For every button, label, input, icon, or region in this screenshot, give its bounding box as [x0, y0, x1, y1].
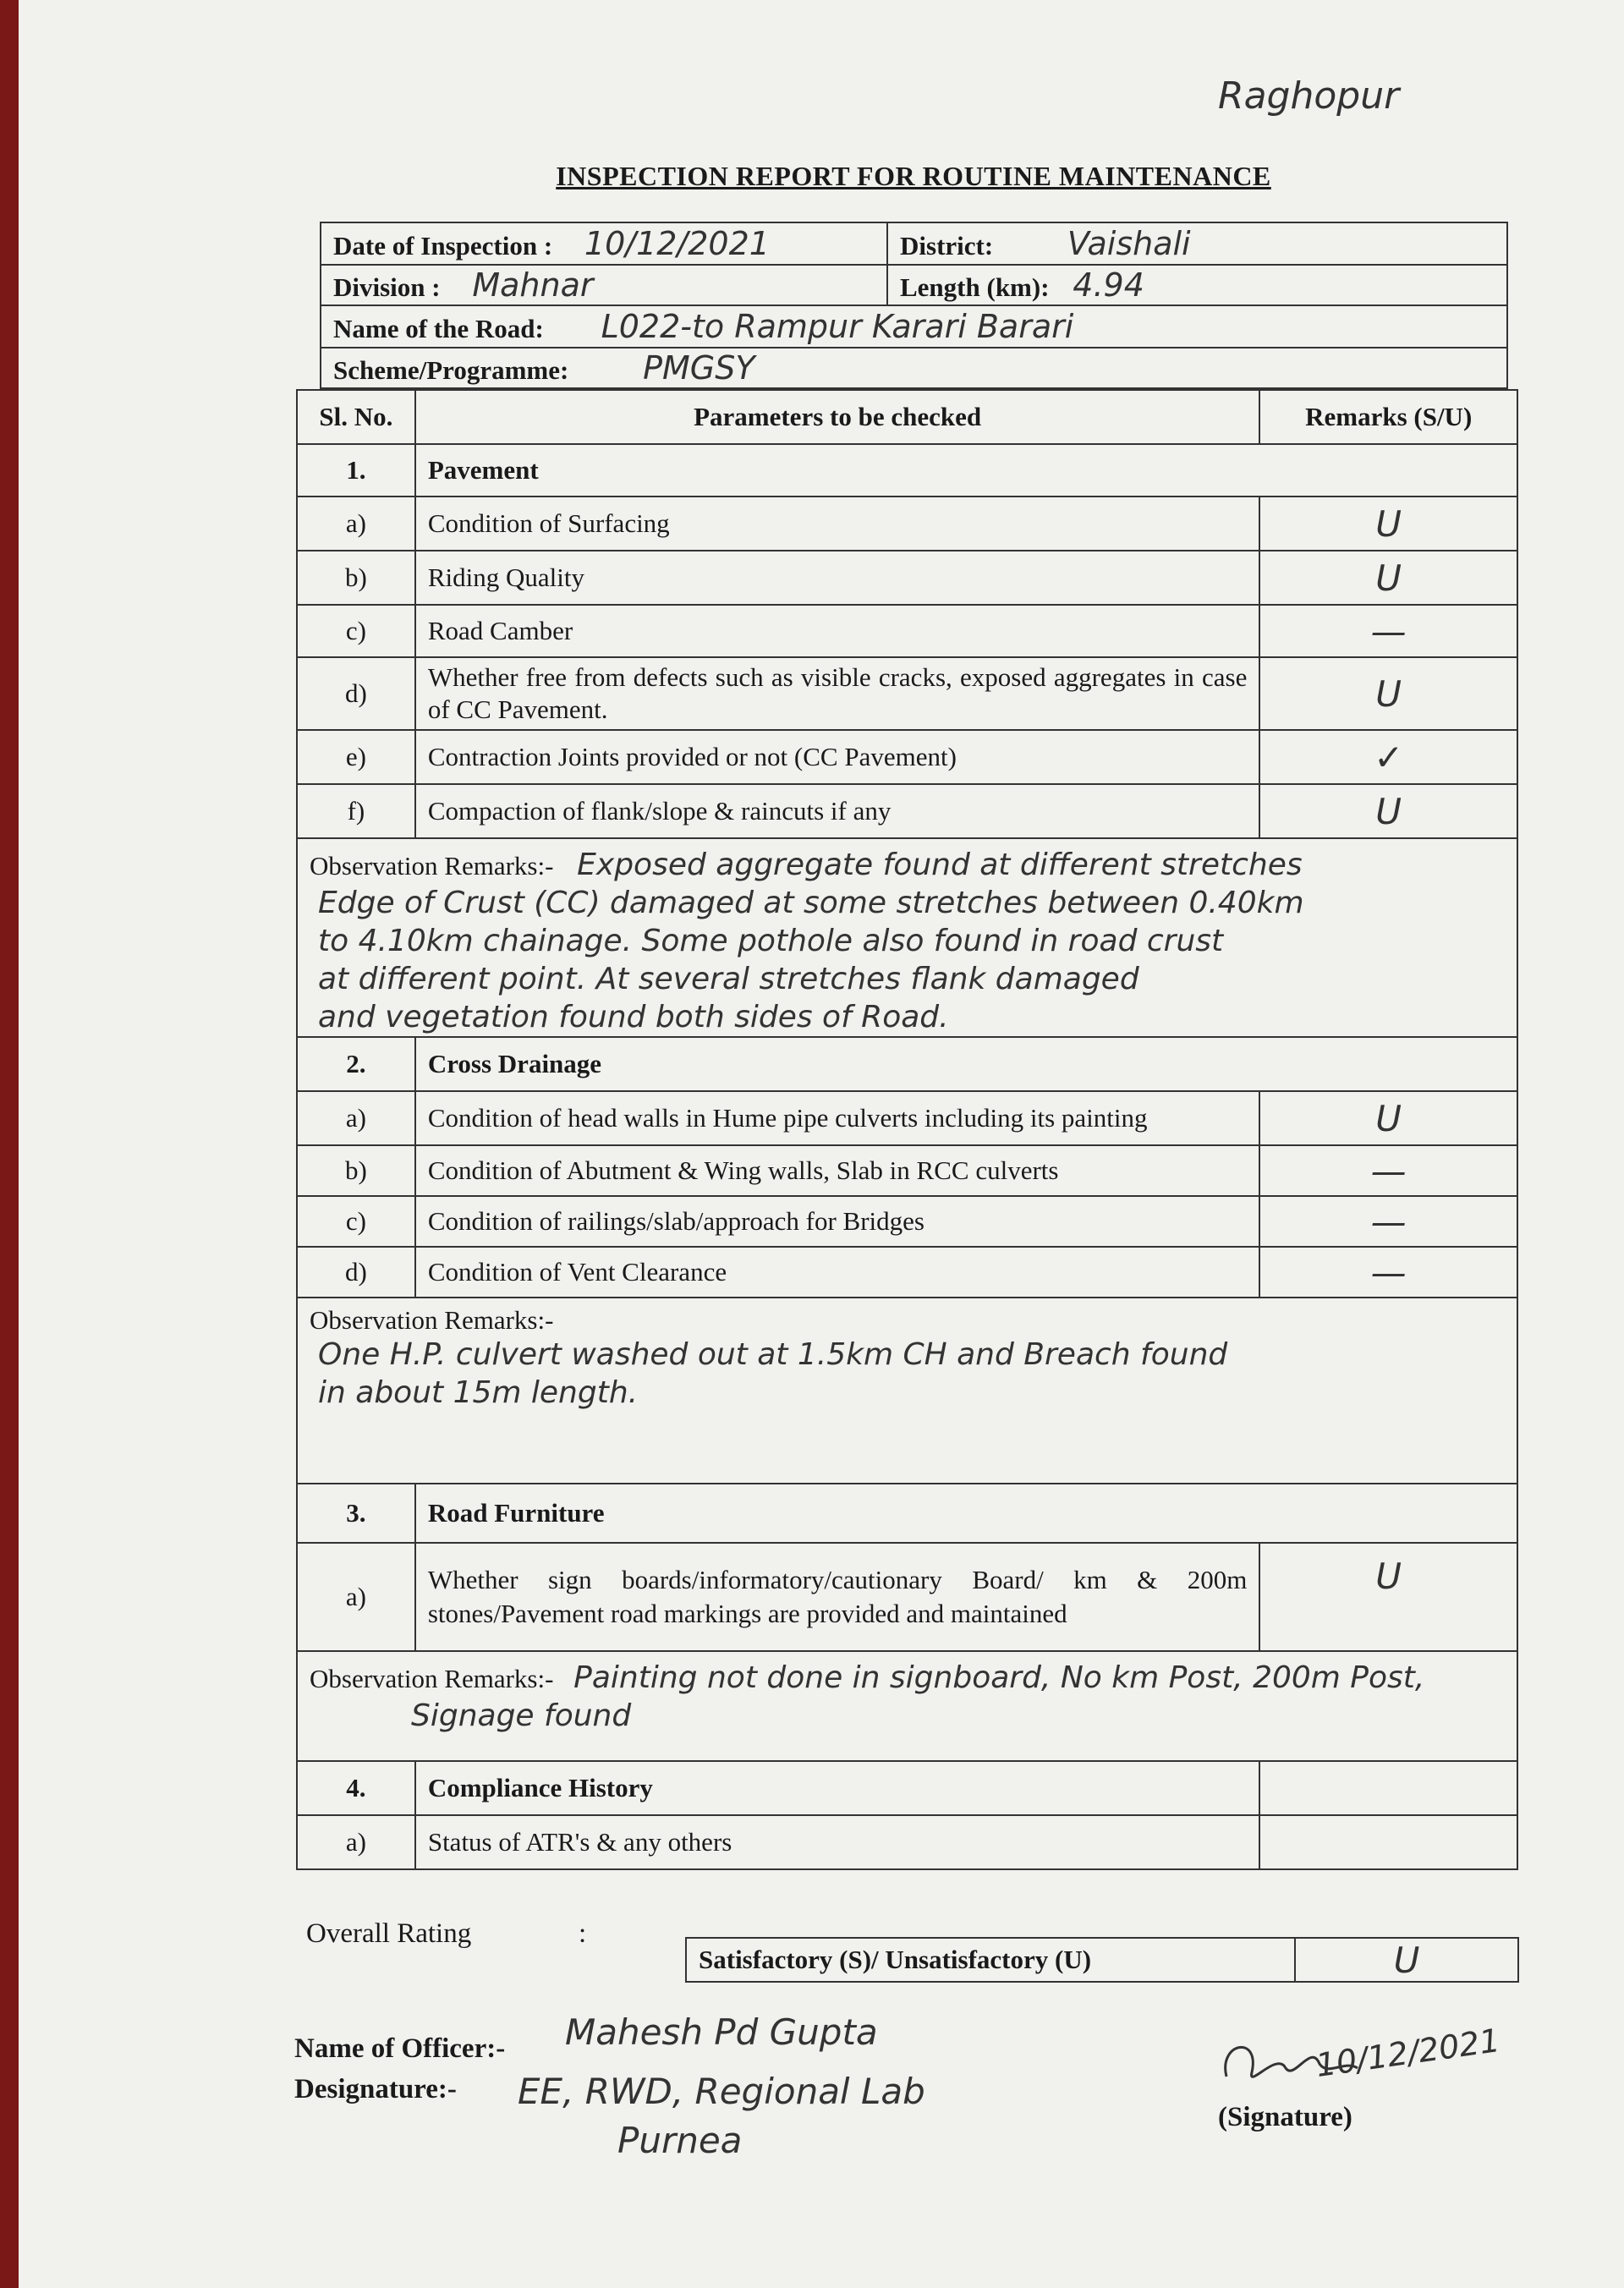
- page-edge: [0, 0, 19, 2288]
- observation-line: at different point. At several stretches flank damaged: [318, 962, 1139, 996]
- observation-road-furniture: [297, 1651, 1517, 1761]
- officer-name-label: Name of Officer:-: [294, 2033, 506, 2064]
- overall-rating-colon: :: [579, 1918, 587, 1949]
- road-value: L022-to Rampur Karari Barari: [601, 308, 1074, 345]
- section-title: Compliance History: [415, 1761, 1260, 1815]
- corner-note: Raghopur: [1218, 74, 1400, 118]
- scheme-value: PMGSY: [643, 349, 755, 387]
- row-id: a): [297, 497, 415, 551]
- section-title: Road Furniture: [415, 1484, 1517, 1543]
- row-remark: [1259, 1815, 1517, 1869]
- empty-cell: [1259, 1761, 1517, 1815]
- division-label: Division :: [333, 272, 441, 302]
- date-label: Date of Inspection :: [333, 231, 553, 261]
- observation-line: Signage found: [411, 1698, 632, 1733]
- row-id: d): [297, 657, 415, 730]
- section-header-pavement: [297, 444, 1517, 497]
- section-number: 2.: [297, 1037, 415, 1091]
- observation-label: Observation Remarks:-: [310, 1664, 554, 1693]
- designation-label: Designature:-: [294, 2074, 457, 2104]
- designation-value-2: Purnea: [617, 2120, 743, 2161]
- division-cell: [321, 265, 887, 305]
- row-parameter: Condition of Abutment & Wing walls, Slab in RCC culverts: [415, 1145, 1260, 1196]
- row-id: a): [297, 1091, 415, 1145]
- observation-line: to 4.10km chainage. Some pothole also found in road crust: [318, 924, 1224, 958]
- overall-rating-box-label: Satisfactory (S)/ Unsatisfactory (U): [686, 1938, 1295, 1982]
- row-id: d): [297, 1247, 415, 1298]
- table-row: [297, 605, 1517, 657]
- row-parameter: Road Camber: [415, 605, 1260, 657]
- row-remark: U: [1259, 551, 1517, 605]
- table-row: [297, 1543, 1517, 1651]
- length-value: 4.94: [1073, 266, 1144, 304]
- observation-line: and vegetation found both sides of Road.: [318, 1000, 949, 1034]
- report-title: INSPECTION REPORT FOR ROUTINE MAINTENANCE: [556, 161, 1271, 191]
- section-header-compliance: [297, 1761, 1517, 1815]
- row-parameter: Compaction of flank/slope & raincuts if any: [415, 784, 1260, 838]
- observation-line: in about 15m length.: [318, 1375, 639, 1410]
- table-row: [297, 1196, 1517, 1247]
- section-header-cross-drainage: [297, 1037, 1517, 1091]
- col-remarks-header: Remarks (S/U): [1259, 390, 1517, 444]
- table-row: [297, 657, 1517, 730]
- length-cell: [887, 265, 1507, 305]
- section-number: 1.: [297, 444, 415, 497]
- section-number: 4.: [297, 1761, 415, 1815]
- observation-line: Painting not done in signboard, No km Post, 200m Post,: [573, 1660, 1425, 1695]
- row-parameter: Condition of Surfacing: [415, 497, 1260, 551]
- observation-label: Observation Remarks:-: [310, 1305, 554, 1335]
- road-cell: [321, 305, 1507, 348]
- designation-value: EE, RWD, Regional Lab: [518, 2071, 925, 2112]
- col-sl-header: Sl. No.: [297, 390, 415, 444]
- table-row: [297, 1145, 1517, 1196]
- division-value: Mahnar: [472, 266, 594, 304]
- row-id: c): [297, 1196, 415, 1247]
- row-id: a): [297, 1543, 415, 1651]
- table-row: [297, 497, 1517, 551]
- section-header-road-furniture: [297, 1484, 1517, 1543]
- inspection-table: [296, 389, 1518, 1870]
- row-parameter: Condition of Vent Clearance: [415, 1247, 1260, 1298]
- row-id: a): [297, 1815, 415, 1869]
- overall-rating-box: [685, 1937, 1519, 1983]
- row-remark: —: [1259, 1247, 1517, 1298]
- table-row: [297, 784, 1517, 838]
- table-row: [297, 1815, 1517, 1869]
- row-id: b): [297, 1145, 415, 1196]
- row-parameter: Whether sign boards/informatory/cautionary Board/ km & 200m stones/Pavement road markings are provided and maintained: [415, 1543, 1260, 1651]
- row-remark: U: [1259, 784, 1517, 838]
- scheme-cell: [321, 348, 1507, 388]
- table-row: [297, 1247, 1517, 1298]
- row-parameter: Whether free from defects such as visible cracks, exposed aggregates in case of CC Pavement.: [415, 657, 1260, 730]
- observation-cross-drainage: [297, 1298, 1517, 1484]
- row-remark: ✓: [1259, 730, 1517, 784]
- section-number: 3.: [297, 1484, 415, 1543]
- overall-rating-value: U: [1295, 1938, 1518, 1982]
- date-cell: [321, 222, 887, 265]
- district-label: District:: [900, 231, 994, 261]
- observation-pavement: [297, 838, 1517, 1037]
- row-id: b): [297, 551, 415, 605]
- signature-date: 10/12/2021: [1314, 2021, 1503, 2085]
- row-id: f): [297, 784, 415, 838]
- col-param-header: Parameters to be checked: [415, 390, 1260, 444]
- observation-cell: [297, 838, 1517, 1037]
- officer-name-value: Mahesh Pd Gupta: [565, 2011, 878, 2053]
- row-remark: U: [1259, 657, 1517, 730]
- observation-label: Observation Remarks:-: [310, 851, 554, 881]
- observation-line: Edge of Crust (CC) damaged at some stretches between 0.40km: [318, 886, 1304, 920]
- observation-line: Exposed aggregate found at different stretches: [577, 848, 1303, 882]
- row-remark: —: [1259, 605, 1517, 657]
- table-row: [297, 730, 1517, 784]
- row-parameter: Contraction Joints provided or not (CC Pavement): [415, 730, 1260, 784]
- observation-line: One H.P. culvert washed out at 1.5km CH and Breach found: [318, 1337, 1228, 1372]
- column-header-row: [297, 390, 1517, 444]
- row-id: c): [297, 605, 415, 657]
- district-value: Vaishali: [1067, 225, 1191, 262]
- observation-cell: [297, 1298, 1517, 1484]
- scheme-label: Scheme/Programme:: [333, 355, 569, 385]
- section-title: Cross Drainage: [415, 1037, 1517, 1091]
- date-value: 10/12/2021: [584, 225, 770, 262]
- row-parameter: Riding Quality: [415, 551, 1260, 605]
- row-id: e): [297, 730, 415, 784]
- observation-cell: [297, 1651, 1517, 1761]
- table-row: [297, 551, 1517, 605]
- row-remark: U: [1259, 1091, 1517, 1145]
- row-parameter: Condition of head walls in Hume pipe culverts including its painting: [415, 1091, 1260, 1145]
- row-parameter: Status of ATR's & any others: [415, 1815, 1260, 1869]
- row-remark: U: [1259, 497, 1517, 551]
- signature-label: (Signature): [1218, 2102, 1352, 2132]
- table-row: [297, 1091, 1517, 1145]
- section-title: Pavement: [415, 444, 1517, 497]
- district-cell: [887, 222, 1507, 265]
- header-table: [320, 222, 1508, 389]
- row-remark: —: [1259, 1196, 1517, 1247]
- length-label: Length (km):: [900, 272, 1050, 302]
- row-remark: U: [1259, 1543, 1517, 1651]
- overall-rating-label: Overall Rating: [306, 1918, 472, 1949]
- road-label: Name of the Road:: [333, 314, 544, 343]
- row-remark: —: [1259, 1145, 1517, 1196]
- row-parameter: Condition of railings/slab/approach for Bridges: [415, 1196, 1260, 1247]
